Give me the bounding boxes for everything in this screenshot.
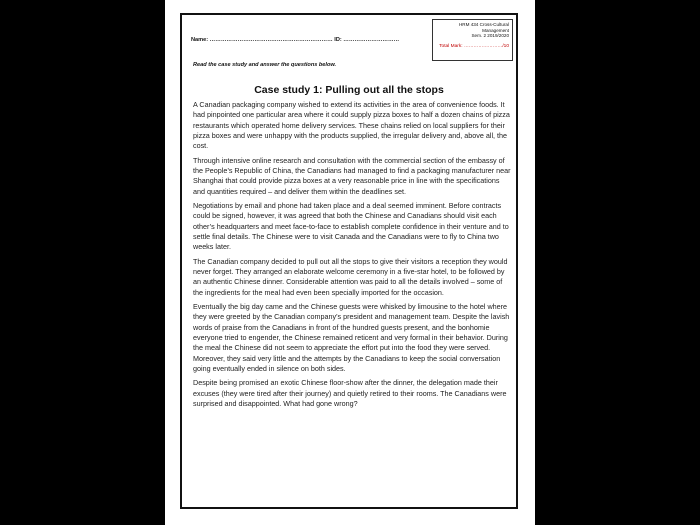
paragraph: The Canadian company decided to pull out all the stops to give their visitors a reception they would never forget. They arranged an elaborate welcome ceremony in a five-star hotel, to be followed by an authentic Chinese dinner. Considerable attention was paid to all the details involved – some of the ingredients for the meal had even been specially imported for the occasion.	[193, 256, 508, 297]
course-info-box	[432, 19, 513, 61]
paragraph: Through intensive online research and consultation with the commercial section of the embassy of the People’s Republic of China, the Canadians had managed to find a packaging manufacturer near Shanghai that could provide pizza boxes at a very reasonable price in line with the specifications and quantities required – and deliver them within the deadlines set.	[193, 155, 511, 196]
case-study-title: Case study 1: Pulling out all the stops	[254, 84, 444, 96]
paragraph: Eventually the big day came and the Chinese guests were whisked by limousine to the hotel where they were greeted by the Canadian company’s president and management team. Despite the lavish words of praise from the Canadians in front of the hundred guests present, and the bonhomie everyone tried to engender, the Chinese remained reticent and very formal in their behavior. During the meal the Chinese did not seem to appreciate the effort put into the food they were served. Moreover, they said very little and the attempts by the Canadians to keep the social conversation going eventually ended in silence on both sides.	[193, 302, 510, 373]
course-name: Management	[482, 27, 509, 33]
semester: Sem. 2 2019/2020	[471, 33, 509, 39]
total-mark: Total Mark: ……………………/10	[439, 43, 509, 49]
paragraph: Despite being promised an exotic Chinese floor-show after the dinner, the delegation made their excuses (they were tired after their journey) and quietly retired to their rooms. The Canadians were surprised and disappointed. What had gone wrong?	[193, 378, 507, 408]
paragraph: A Canadian packaging company wished to extend its activities in the area of convenience foods. It had pinpointed one particular area where it could supply pizza boxes to half a dozen chains of pizza restaurants which operated home delivery services. These chains relied on local suppliers for their pizza boxes and were unhappy with the products supplied, the irregular delivery and, above all, the cost.	[193, 100, 510, 151]
paragraph: Negotiations by email and phone had taken place and a deal seemed imminent. Before contracts could be signed, however, it was agreed that both the Chinese and Canadians should visit each other’s headquarters and meet face-to-face to establish complete confidence in their venture and to settle final details. The Chinese were to visit Canada and the Canadians were to fly to China two weeks later.	[193, 201, 509, 252]
name-id-line: Name: ………………………………………………………… ID: …………………………	[191, 37, 400, 43]
course-code: HRM 434 Cross-Cultural	[458, 22, 509, 27]
instruction-text: Read the case study and answer the questions below.	[193, 62, 337, 68]
case-study-body	[193, 100, 511, 413]
